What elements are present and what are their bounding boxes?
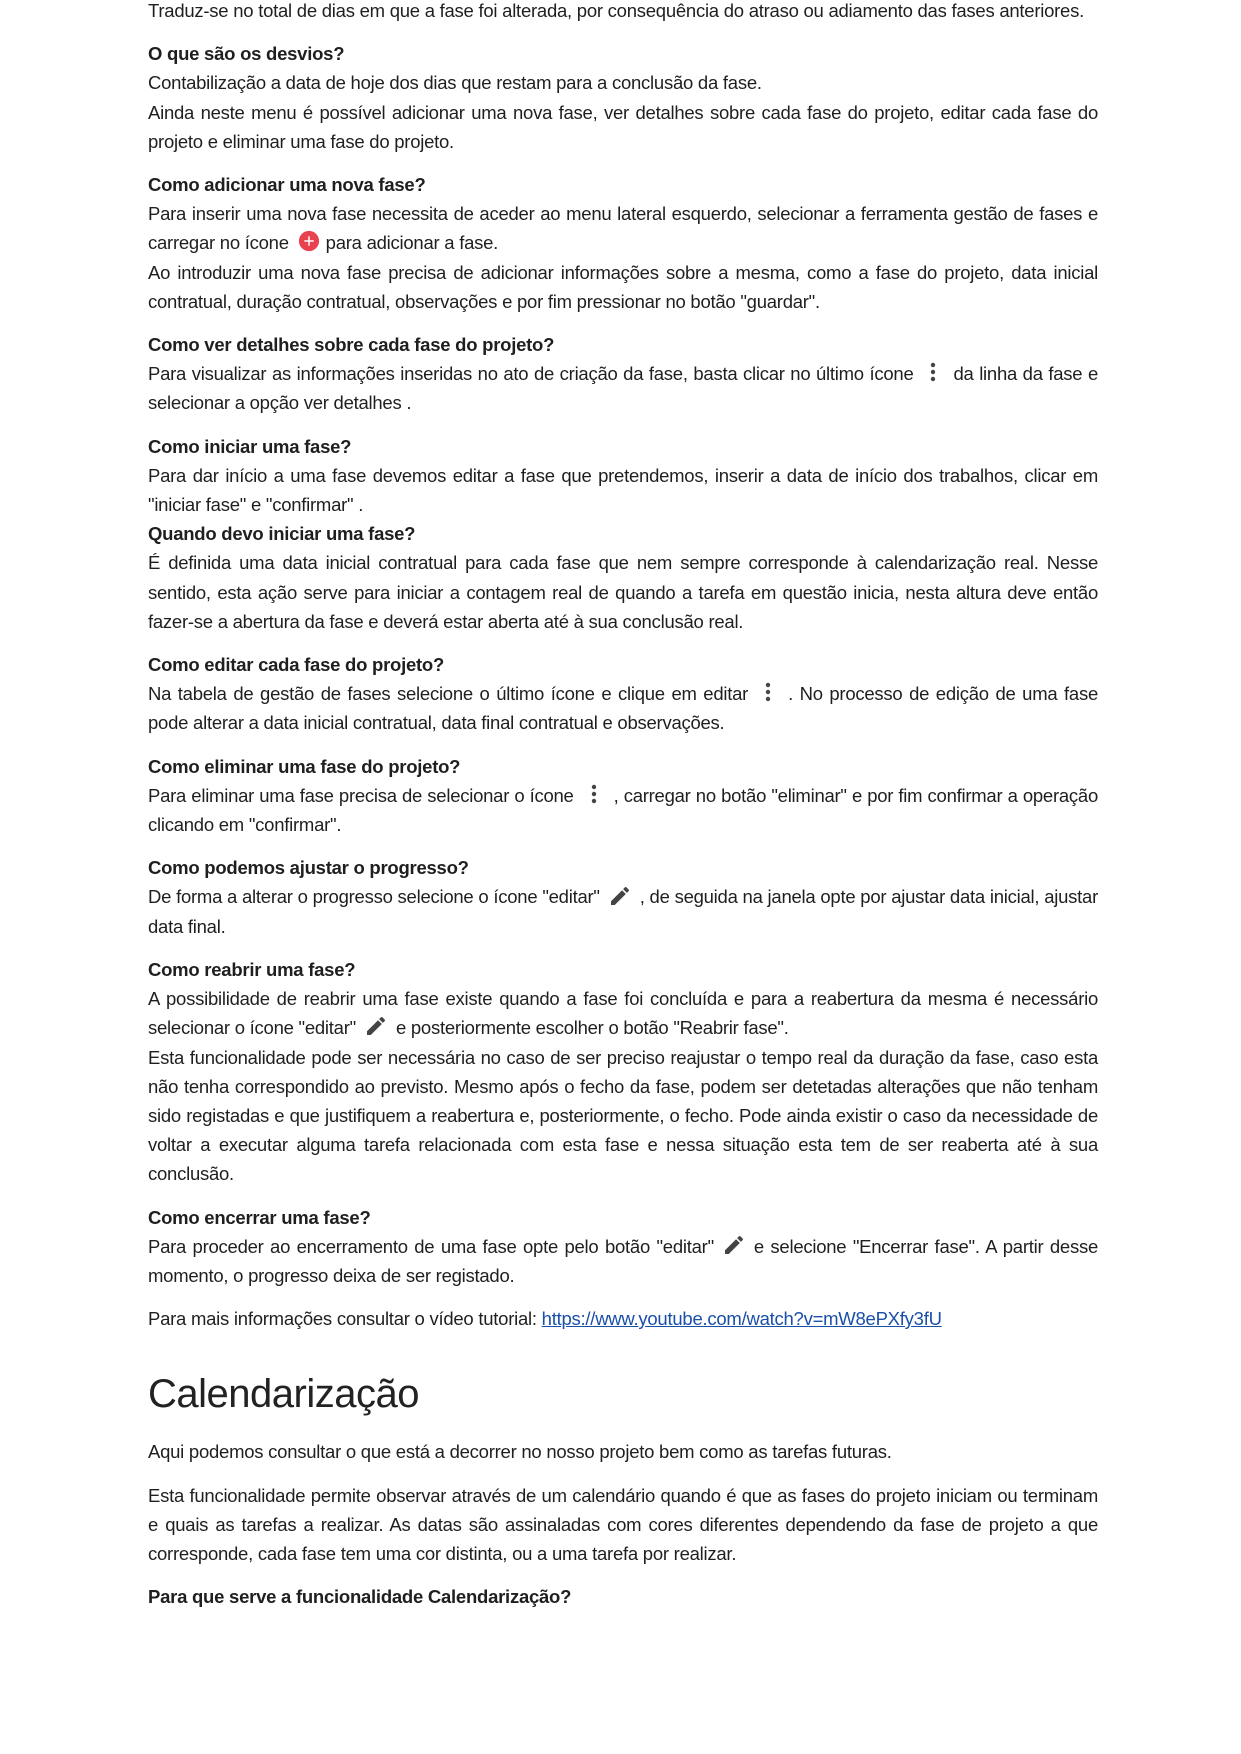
answer-desvios-2: Ainda neste menu é possível adicionar uma nova fase, ver detalhes sobre cada fase do projeto, editar cada fase do projeto e eliminar uma fase do projeto. xyxy=(148,101,1098,152)
question-start-phase: Como iniciar uma fase? xyxy=(148,435,352,457)
pencil-icon xyxy=(364,1014,388,1038)
document-page xyxy=(148,0,1098,1611)
answer-edit-text-after: . No processo de edição de uma fase pode alterar a data inicial contratual, data final contratual e observações. xyxy=(148,683,1098,734)
pencil-icon xyxy=(722,1233,746,1257)
answer-desvios-1: Contabilização a data de hoje dos dias que restam para a conclusão da fase. xyxy=(148,72,762,94)
answer-adjust-progress xyxy=(148,882,1098,940)
more-info xyxy=(148,1304,1098,1333)
answer-add-phase-text-before: Para inserir uma nova fase necessita de aceder ao menu lateral esquerdo, selecionar a ferramenta gestão de fases e carregar no ícone xyxy=(148,203,1098,254)
question-desvios: O que são os desvios? xyxy=(148,43,345,65)
question-close-phase: Como encerrar uma fase? xyxy=(148,1206,371,1228)
more-vertical-icon xyxy=(582,782,606,806)
question-delete-phase: Como eliminar uma fase do projeto? xyxy=(148,755,461,777)
add-circle-icon xyxy=(298,230,320,252)
answer-add-phase-1 xyxy=(148,199,1098,257)
answer-progress-text-after: , de seguida na janela opte por ajustar data inicial, ajustar data final. xyxy=(148,886,1098,937)
answer-reopen-phase-2: Esta funcionalidade pode ser necessária no caso de ser preciso reajustar o tempo real da duração da fase, caso esta não tenha correspondido ao previsto. Mesmo após o fecho da fase, podem ser detetadas alterações que não tenham sido registadas e que justifiquem a reabertura e, posteriormente, o fecho. Pode ainda existir o caso da necessidade de voltar a executar alguma tarefa relacionada com esta fase e nessa situação esta tem de ser reaberta até à sua conclusão. xyxy=(148,1046,1098,1185)
answer-delete-text-after: , carregar no botão "eliminar" e por fim confirmar a operação clicando em "confirmar". xyxy=(148,784,1098,836)
question-edit-phase: Como editar cada fase do projeto? xyxy=(148,654,445,676)
calendar-paragraph-1: Aqui podemos consultar o que está a decorrer no nosso projeto bem como as tarefas futuras. xyxy=(148,1441,892,1463)
answer-add-phase-text-after: para adicionar a fase. xyxy=(325,232,499,254)
answer-close-text-after: e selecione "Encerrar fase". A partir desse momento, o progresso deixa de ser registado. xyxy=(148,1235,1098,1286)
answer-add-phase-2: Ao introduzir uma nova fase precisa de adicionar informações sobre a mesma, como a fase do projeto, data inicial contratual, duração contratual, observações e por fim pressionar no botão "guardar". xyxy=(148,261,1098,312)
answer-edit-phase xyxy=(148,679,1098,737)
question-reopen-phase: Como reabrir uma fase? xyxy=(148,958,356,980)
answer-details-text-after: da linha da fase e selecionar a opção ver detalhes . xyxy=(148,363,1098,414)
question-add-phase: Como adicionar uma nova fase? xyxy=(148,174,426,196)
pencil-icon xyxy=(608,884,632,908)
question-phase-details: Como ver detalhes sobre cada fase do projeto? xyxy=(148,334,555,356)
answer-delete-text-before: Para eliminar uma fase precisa de selecionar o ícone xyxy=(148,784,574,806)
question-calendar-purpose: Para que serve a funcionalidade Calendarização? xyxy=(148,1586,572,1608)
section-heading-calendarizacao: Calendarização xyxy=(148,1372,419,1417)
answer-reopen-text-before: A possibilidade de reabrir uma fase existe quando a fase foi concluída e para a reabertura da mesma é necessário selecionar o ícone "editar" xyxy=(148,988,1098,1039)
answer-when-start: É definida uma data inicial contratual para cada fase que nem sempre corresponde à calendarização real. Nesse sentido, esta ação serve para iniciar a contagem real de quando a tarefa em questão inicia, nesta altura deve então fazer-se a abertura da fase e deverá estar aberta até à sua conclusão real. xyxy=(148,552,1098,632)
answer-reopen-phase-1 xyxy=(148,984,1098,1042)
intro-line: Traduz-se no total de dias em que a fase foi alterada, por consequência do atraso ou adiamento das fases anteriores. xyxy=(148,0,1084,21)
more-vertical-icon xyxy=(756,680,780,704)
answer-phase-details xyxy=(148,359,1098,417)
more-info-label: Para mais informações consultar o vídeo tutorial: xyxy=(148,1308,537,1330)
calendar-paragraph-2: Esta funcionalidade permite observar através de um calendário quando é que as fases do projeto iniciam ou terminam e quais as tarefas a realizar. As datas são assinaladas com cores diferentes dependendo da fase de projeto a que corresponde, cada fase tem uma cor distinta, ou a uma tarefa por realizar. xyxy=(148,1484,1098,1564)
more-vertical-icon xyxy=(921,360,945,384)
video-tutorial-link[interactable]: https://www.youtube.com/watch?v=mW8ePXfy3fU xyxy=(541,1308,942,1330)
answer-reopen-text-after: e posteriormente escolher o botão "Reabrir fase". xyxy=(395,1017,789,1039)
answer-close-text-before: Para proceder ao encerramento de uma fase opte pelo botão "editar" xyxy=(148,1235,714,1257)
answer-start-phase: Para dar início a uma fase devemos editar a fase que pretendemos, inserir a data de início dos trabalhos, clicar em "iniciar fase" e "confirmar" . xyxy=(148,464,1098,516)
answer-edit-text-before: Na tabela de gestão de fases selecione o último ícone e clique em editar xyxy=(148,683,749,705)
question-adjust-progress: Como podemos ajustar o progresso? xyxy=(148,857,469,879)
answer-details-text-before: Para visualizar as informações inseridas no ato de criação da fase, basta clicar no último ícone xyxy=(148,363,914,385)
answer-progress-text-before: De forma a alterar o progresso selecione o ícone "editar" xyxy=(148,886,600,908)
answer-close-phase xyxy=(148,1232,1098,1290)
question-when-start: Quando devo iniciar uma fase? xyxy=(148,523,416,545)
answer-delete-phase xyxy=(148,781,1098,839)
